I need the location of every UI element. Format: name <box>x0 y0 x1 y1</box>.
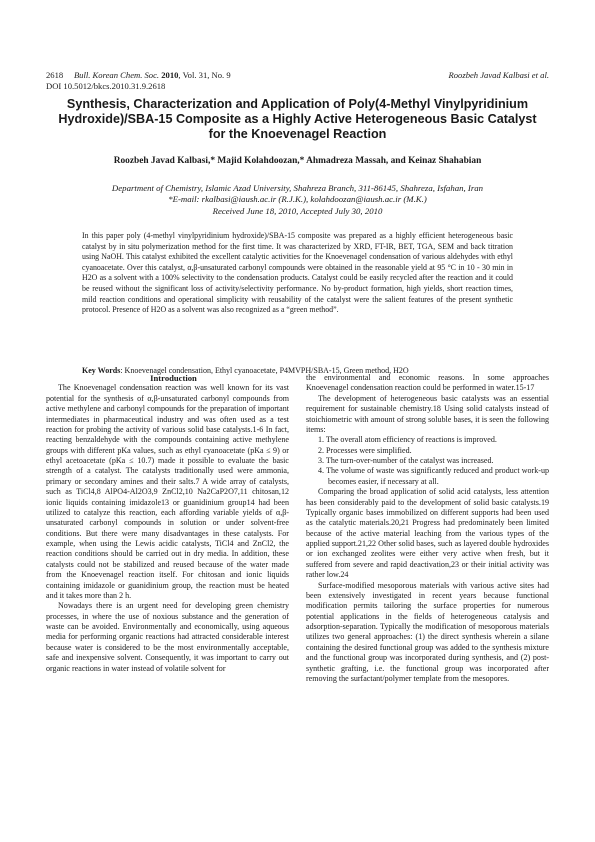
running-header <box>46 70 549 80</box>
page-number: 2618 <box>46 70 64 80</box>
list-item: 3. The turn-over-number of the catalyst was increased. <box>318 456 494 465</box>
author-list: Roozbeh Javad Kalbasi,* Majid Kolahdoozan,* Ahmadreza Massah, and Keinaz Shahabian <box>113 156 482 166</box>
left-column <box>46 373 289 674</box>
paragraph: Nowadays there is an urgent need for developing green chemistry processes, in where the use of noxious substance and the generation of waste can be avoided. Environmentally and economically, using aqueous media for performing organic reactions had attracted considerable interest because water is considered to be the most environmentally acceptable, safe and inexpensive solvent. Consequently, it was important to carry out organic reactions in water instead of volatile solvent for <box>46 601 289 673</box>
right-column <box>306 373 549 684</box>
email: *E-mail: rkalbasi@iaush.ac.ir (R.J.K.), kolahdoozan@iaush.ac.ir (M.K.) <box>168 194 427 205</box>
paragraph: The development of heterogeneous basic catalysts was an essential requirement for sustainable chemistry.18 Using solid catalysts instead of stoichiometric with amount of strong soluble bases, it is seen the following items: <box>306 393 549 434</box>
affiliation-block <box>46 183 549 217</box>
journal-year: 2010 <box>161 70 179 80</box>
paragraph: The Knoevenagel condensation reaction was well known for its vast potential for the synthesis of α,β-unsaturated carbonyl compounds from active methylene and carbonyl compounds for the preparation of important intermediates in pharmaceutical industry and was often used as a test reaction for probing the activity of various solid base catalysts.1-6 In fact, reacting benzaldehyde with the compounds containing active methylene groups with different pKa values, such as ethyl cyanoacetate (pKa ≤ 9) or ethyl acetoacetate (pKa ≤ 10.7) made it possible to evaluate the basic strength of a catalyst. The catalysts traditionally used were ammonia, primary or secondary amines and their salts.7 A wide array of catalysts, such as TiCl4,8 AlPO4-Al2O3,9 ZnCl2,10 Na2CaP2O7,11 chitosan,12 ionic liquids containing imidazole13 or guanidinium group14 had been utilized to catalyze this reaction, each affording variable yields of α,β-unsaturated carbonyl compounds in solution or under solvent-free conditions. But there were many disadvantages in these catalysts. For example, when using the Lewis acidic catalysts, TiCl4 and ZnCl2, the reaction conditions should be carried out in dry media. In addition, these catalysts could not be stabilized and reused because of the water made from the Knoevenagel reaction itself. For chitosan and ionic liquids containing imidazole or guanidinium group, the reaction must be heated and it takes more than 2 h. <box>46 383 289 600</box>
list-item: 2. Processes were simplified. <box>318 445 412 455</box>
paragraph: Surface-modified mesoporous materials with various active sites had been extensively investigated in recent years because functional modification permits tailoring the surface properties for numerous potential applications in the fields of heterogeneous catalysis and adsorption-separation. Typically the modification of mesoporous materials utilizes two general approaches: (1) the direct synthesis wherein a silane containing the desired functional group was added to the synthesis mixture and the functional group was incorporated during synthesis, and (2) post-synthetic grafting, i.e. the functional group was incorporated after removing the surfactant/polymer template from the mesopores. <box>306 580 549 683</box>
list-item: 4. The volume of waste was significantly reduced and product work-up becomes easier, if necessary at all. <box>318 466 549 486</box>
doi: DOI 10.5012/bkcs.2010.31.9.2618 <box>46 81 166 91</box>
journal-volume: , Vol. 31, No. 9 <box>178 70 231 80</box>
department: Department of Chemistry, Islamic Azad University, Shahreza Branch, 311-86145, Shahreza, Isfahan, Iran <box>111 183 484 193</box>
running-authors: Roozbeh Javad Kalbasi et al. <box>448 70 549 80</box>
journal-name: Bull. Korean Chem. Soc. <box>73 70 160 80</box>
keywords-label: Key Words <box>82 366 121 375</box>
paragraph: Comparing the broad application of solid acid catalysts, less attention has been considerably paid to the development of solid basic catalysts.19 Typically organic bases immobilized on different supports had been used as the catalytic materials.20,21 Progress had predominately been limited because of the active material leaching from the various types of the applied support.21,22 Other solid bases, such as layered double hydroxides or ion exchanged zeolites were either very active when fresh, but it suffered from severe and rapid deactivation,23 or their initial activity was rather low.24 <box>306 487 549 580</box>
header-citation <box>46 70 231 80</box>
section-heading-introduction: Introduction <box>150 373 197 383</box>
keywords-text: : Knoevenagel condensation, Ethyl cyanoacetate, P4MVPH/SBA-15, Green method, H2O <box>120 366 409 375</box>
list-item: 1. The overall atom efficiency of reactions is improved. <box>318 435 497 445</box>
benefit-list <box>306 435 549 487</box>
paper-title: Synthesis, Characterization and Application of Poly(4-Methyl Vinylpyridinium Hydroxide)/SBA-15 Composite as a Highly Active Heterogeneous Basic Catalyst for the Knoevenagel Reaction <box>58 97 537 142</box>
received-dates: Received June 18, 2010, Accepted July 30, 2010 <box>212 205 383 216</box>
abstract: In this paper poly (4-methyl vinylpyridinium hydroxide)/SBA-15 composite was prepared as a highly efficient heterogeneous basic catalyst by in situ polymerization method for the first time. It was characterized by XRD, FT-IR, BET, TGA, SEM and back titration using NaOH. This catalyst exhibited the excellent catalytic activities for the Knoevenagel condensation of various aldehydes with ethyl cyanoacetate. Over this catalyst, α,β-unsaturated carbonyl compounds were obtained in the reasonable yield at 95 °C in 10 - 30 min in H2O as a solvent with a 100% selectivity to the condensation products. Catalyst could be easily recycled after the reaction and it could be reused without the significant loss of activity/selectivity performance. No by-product formation, high yields, short reaction times, mild reaction conditions and operational simplicity with reusability of the catalyst were the salient features of the present synthetic protocol. Presence of H2O as a solvent was also recognized as a “green method”. <box>82 231 513 315</box>
paragraph: the environmental and economic reasons. In some approaches Knoevenagel condensation reaction could be performed in water.15-17 <box>306 373 549 393</box>
